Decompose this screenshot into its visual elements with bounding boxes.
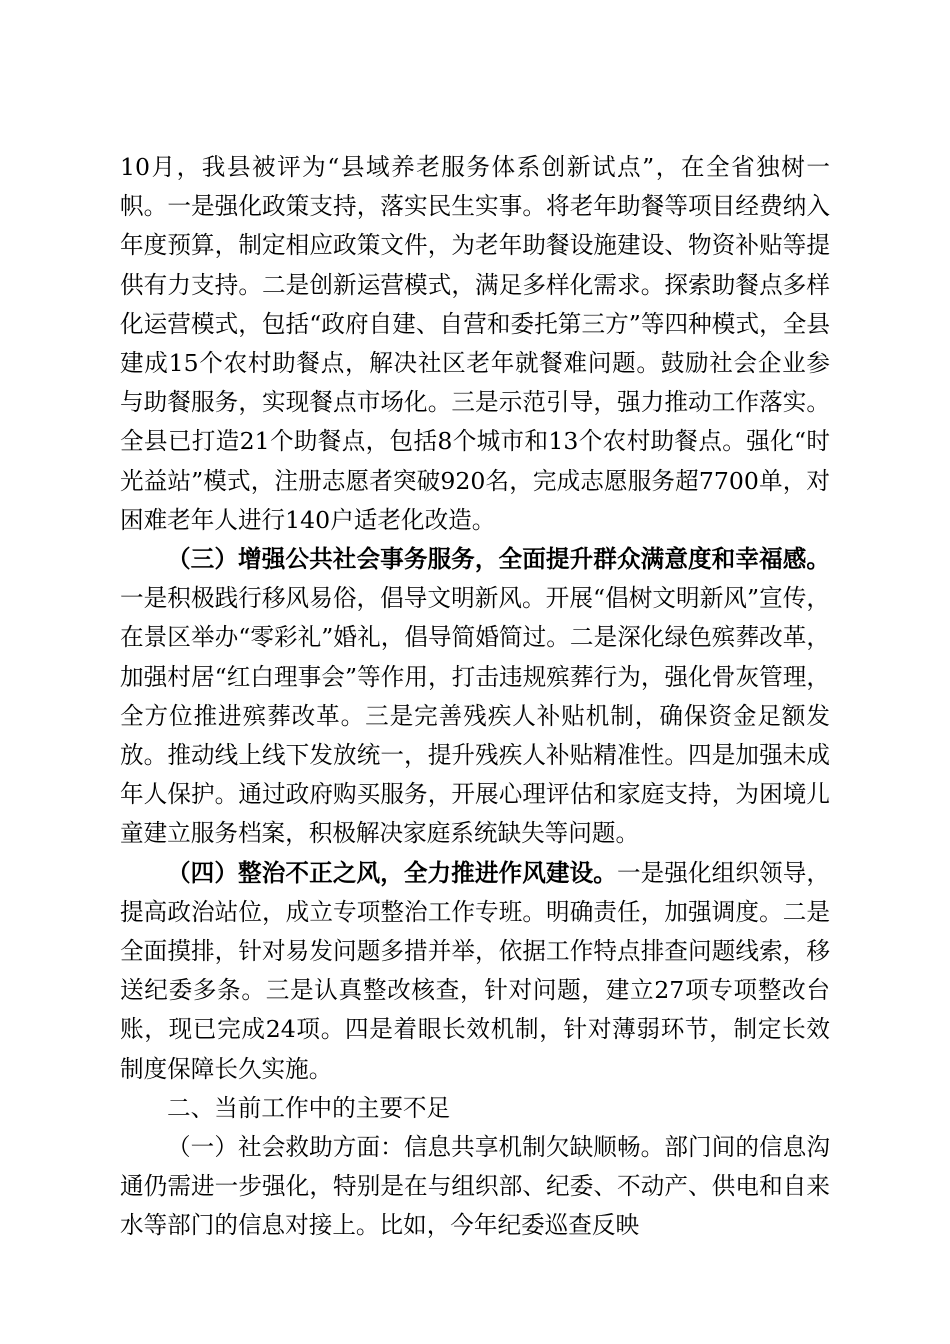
paragraph-public-affairs-body: 一是积极践行移风易俗，倡导文明新风。开展“倡树文明新风”宣传，在景区举办“零彩礼”婚礼，倡导简婚简过。二是深化绿色殡葬改革，加强村居“红白理事会”等作用，打击违规殡葬行为，强化骨灰管理，全方位推进殡葬改革。三是完善残疾人补贴机制，确保资金足额发放。推动线上线下发放统一，提升残疾人补贴精准性。四是加强未成年人保护。通过政府购买服务，开展心理评估和家庭支持，为困境儿童建立服务档案，积极解决家庭系统缺失等问题。 <box>120 584 830 848</box>
paragraph-work-style <box>120 854 830 1089</box>
paragraph-work-style-heading: （四）整治不正之风，全力推进作风建设。 <box>167 858 617 887</box>
paragraph-public-affairs <box>120 540 830 854</box>
paragraph-social-assistance: （一）社会救助方面：信息共享机制欠缺顺畅。部门间的信息沟通仍需进一步强化，特别是在与组织部、纪委、不动产、供电和自来水等部门的信息对接上。比如，今年纪委巡查反映 <box>120 1133 830 1240</box>
paragraph-elderly-meal-service: 10月，我县被评为“县域养老服务体系创新试点”，在全省独树一帜。一是强化政策支持，落实民生实事。将老年助餐等项目经费纳入年度预算，制定相应政策文件，为老年助餐设施建设、物资补贴等提供有力支持。二是创新运营模式，满足多样化需求。探索助餐点多样化运营模式，包括“政府自建、自营和委托第三方”等四种模式，全县建成15个农村助餐点，解决社区老年就餐难问题。鼓励社会企业参与助餐服务，实现餐点市场化。三是示范引导，强力推动工作落实。全县已打造21个助餐点，包括8个城市和13个农村助餐点。强化“时光益站”模式，注册志愿者突破920名，完成志愿服务超7700单，对困难老年人进行140户适老化改造。 <box>120 153 830 534</box>
document-page <box>120 148 830 1246</box>
paragraph-public-affairs-heading: （三）增强公共社会事务服务，全面提升群众满意度和幸福感。 <box>167 545 830 574</box>
section-heading-shortcomings: 二、当前工作中的主要不足 <box>167 1093 451 1122</box>
paragraph-work-style-body: 一是强化组织领导，提高政治站位，成立专项整治工作专班。明确责任，加强调度。二是全面摸排，针对易发问题多措并举，依据工作特点排查问题线索，移送纪委多条。三是认真整改核查，针对问题，建立27项专项整改台账，现已完成24项。四是着眼长效机制，针对薄弱环节，制定长效制度保障长久实施。 <box>120 858 830 1083</box>
